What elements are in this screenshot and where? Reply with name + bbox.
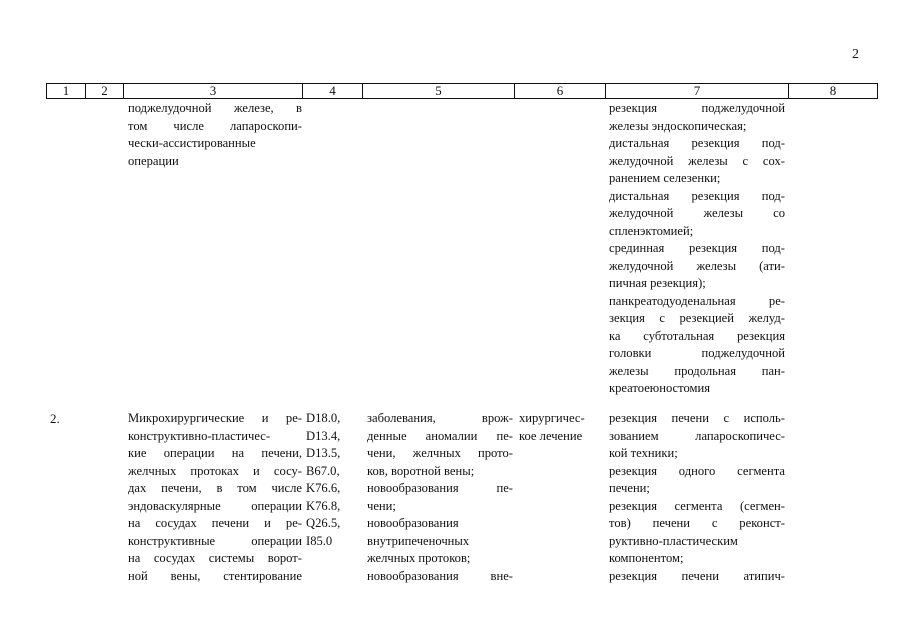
header-col-2: 2 — [86, 84, 124, 98]
text-line: дистальная резекция под- — [609, 188, 785, 203]
text-line: зованием лапароскопичес- — [609, 428, 785, 443]
text-line: резекция сегмента (сегмен- — [609, 498, 785, 513]
text-line: поджелудочной железе, в — [128, 101, 302, 115]
text-line: хирургичес- — [519, 411, 585, 425]
text-line: K76.8, — [306, 498, 341, 513]
text-line: чени; — [367, 498, 396, 513]
text-line: ка субтотальная резекция — [609, 328, 785, 343]
text-line: D18.0, — [306, 411, 341, 425]
text-line: новообразования вне- — [367, 568, 513, 583]
header-col-1: 1 — [47, 84, 86, 98]
text-line: чески-ассистированные — [128, 136, 256, 150]
text-line: срединная резекция под- — [609, 241, 785, 255]
text-line: I85.0 — [306, 533, 333, 548]
row-number: 2. — [50, 411, 60, 426]
header-col-8: 8 — [829, 83, 837, 98]
text-line: кое лечение — [519, 428, 583, 443]
text-line: резекция печени с исполь- — [609, 411, 785, 425]
text-line: зекция с резекцией желуд- — [609, 311, 785, 325]
text-line: креатоеюностомия — [609, 381, 711, 395]
text-line: на сосудах печени и ре- — [128, 516, 302, 530]
row2-col7 — [609, 410, 785, 585]
text-line: кой техники; — [609, 446, 678, 460]
continuation-col7 — [609, 100, 785, 398]
page-number: 2 — [852, 47, 859, 62]
header-col-6: 6 — [515, 84, 606, 98]
text-line: денные аномалии пе- — [367, 428, 513, 443]
text-line: желудочной железы с сох- — [609, 153, 785, 168]
header-col-3: 3 — [124, 84, 303, 98]
header-col-4: 4 — [303, 84, 363, 98]
row2-col6 — [519, 410, 601, 445]
text-line: панкреатодуоденальная ре- — [609, 293, 785, 308]
text-line: новообразования — [367, 516, 459, 530]
text-line: спленэктомией; — [609, 223, 694, 238]
text-line: Микрохирургические и ре- — [128, 411, 302, 425]
text-line: печени; — [609, 481, 650, 495]
row2-col5 — [367, 410, 513, 585]
text-line: операции — [128, 153, 179, 168]
text-line: B67.0, — [306, 463, 340, 478]
text-line: желчных протоков; — [367, 551, 471, 565]
text-line: компонентом; — [609, 551, 684, 565]
text-line: кие операции на печени, — [128, 446, 302, 460]
text-line: железы продольная пан- — [609, 363, 785, 378]
text-line: конструктивные операции — [128, 533, 302, 548]
text-line: ранением селезенки; — [609, 171, 721, 185]
text-line: Q26.5, — [306, 516, 341, 530]
row2-col4-icd-codes — [306, 410, 362, 550]
text-line: тов) печени с реконст- — [609, 516, 785, 530]
text-line: D13.4, — [306, 428, 341, 443]
text-line: заболевания, врож- — [367, 411, 513, 425]
text-line: желчных протоках и сосу- — [128, 463, 302, 478]
continuation-col3 — [128, 100, 302, 170]
text-line: руктивно-пластическим — [609, 533, 738, 548]
text-line: том числе лапароскопи- — [128, 118, 302, 133]
text-line: на сосудах системы ворот- — [128, 551, 302, 565]
table-header-row — [46, 83, 878, 99]
text-line: D13.5, — [306, 446, 341, 460]
text-line: новообразования пе- — [367, 481, 513, 495]
row2-col3 — [128, 410, 302, 585]
text-line: резекция печени атипич- — [609, 568, 785, 583]
text-line: железы эндоскопическая; — [609, 118, 747, 133]
text-line: K76.6, — [306, 481, 341, 495]
text-line: головки поджелудочной — [609, 346, 785, 360]
text-line: желудочной железы (ати- — [609, 258, 785, 273]
text-line: чени, желчных прото- — [367, 446, 513, 460]
header-col-5: 5 — [363, 84, 515, 98]
text-line: ков, воротной вены; — [367, 463, 475, 478]
text-line: резекция одного сегмента — [609, 463, 785, 478]
text-line: пичная резекция); — [609, 276, 706, 290]
text-line: дах печени, в том числе — [128, 481, 302, 495]
text-line: конструктивно-пластичес- — [128, 428, 271, 443]
text-line: дистальная резекция под- — [609, 136, 785, 150]
header-col-7: 7 — [606, 84, 789, 98]
text-line: ной вены, стентирование — [128, 568, 302, 583]
text-line: резекция поджелудочной — [609, 101, 785, 115]
text-line: внутрипеченочных — [367, 533, 470, 548]
text-line: эндоваскулярные операции — [128, 498, 302, 513]
text-line: желудочной железы со — [609, 206, 785, 220]
